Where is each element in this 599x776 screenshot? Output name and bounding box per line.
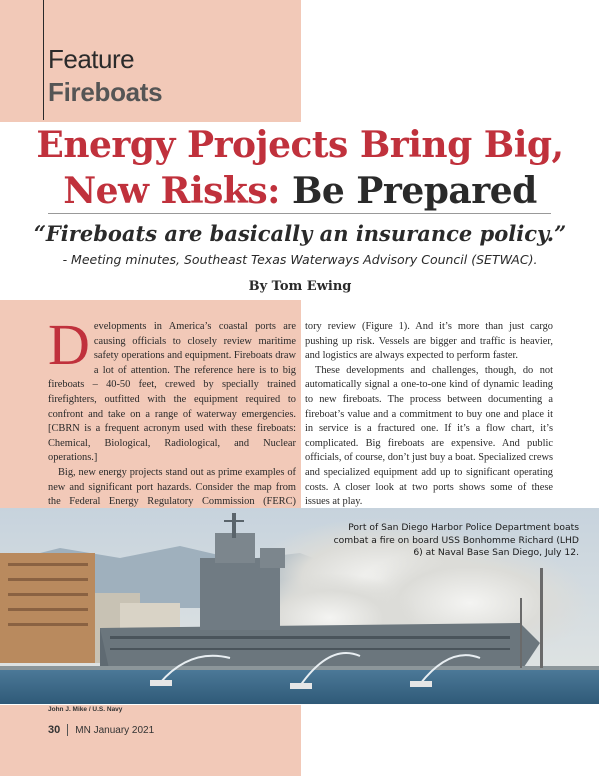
drop-cap: D: [48, 312, 90, 377]
footer-divider: [67, 724, 68, 736]
vertical-rule: [43, 0, 44, 120]
paragraph: tory review (Figure 1). And it’s more than just cargo pushing up risk. Vessels are bigger and traffic is heavier, and logistics are always expected to perform faster.: [305, 321, 553, 362]
photo-credit: John J. Mike / U.S. Navy: [48, 706, 123, 713]
paragraph: Big, new energy projects stand out as prime examples of new and significant port hazards. Consider the map from the Federal Energy Regulatory Commission (FERC): [48, 466, 296, 508]
footer-band: [0, 705, 301, 776]
paragraph-text: evelopments in America’s coastal ports are causing officials to closely review maritime safety operations and equipment. Fireboats draw a lot of attention. The reference here is to big fireboats – 40-50 feet, crewed by specially trained firefighters, outfitted with the equipment required to confront and take on a range of waterway emergencies. [CBRN is a frequent acronym used with these fireboats: Chemical, Biological, Radiological, and Nuclear operations.]: [48, 321, 296, 464]
headline-dark: Be Prepared: [291, 170, 537, 212]
page-number: 30: [48, 724, 61, 736]
page-footer: [48, 724, 154, 736]
subsection-label: Fireboats: [48, 77, 163, 107]
byline: By Tom Ewing: [248, 279, 352, 294]
paragraph: These developments and challenges, though, do not automatically signal a one-to-one kind of dynamic leading to new fireboats. The process between documenting a fireboat’s value and a commitment to buy one and place it in service is a fractured one. If it’s a flow chart, it’s complicated. Big fireboats are expensive. And public officials, of course, don’t just buy a boat. Specialized crews and specialized equipment add up to significant operating costs. A closer look at two ports shows some of these issues at play.: [305, 364, 553, 508]
headline-divider: [48, 213, 551, 214]
photo-caption: Port of San Diego Harbor Police Department boats combat a fire on board USS Bonhomme Richard (LHD 6) at Naval Base San Diego, July 12.: [333, 522, 579, 558]
section-label: Feature: [48, 44, 135, 74]
body-column-right: [305, 320, 553, 539]
paragraph: [48, 312, 296, 466]
pull-quote: “Fireboats are basically an insurance policy.”: [33, 221, 567, 246]
publication-issue: MN January 2021: [75, 724, 155, 736]
article-headline: [20, 122, 580, 214]
body-column-left: [48, 312, 296, 524]
quote-source: - Meeting minutes, Southeast Texas Waterways Advisory Council (SETWAC).: [62, 252, 538, 267]
headline-red: Energy Projects Bring Big, New Risks:: [36, 124, 564, 212]
